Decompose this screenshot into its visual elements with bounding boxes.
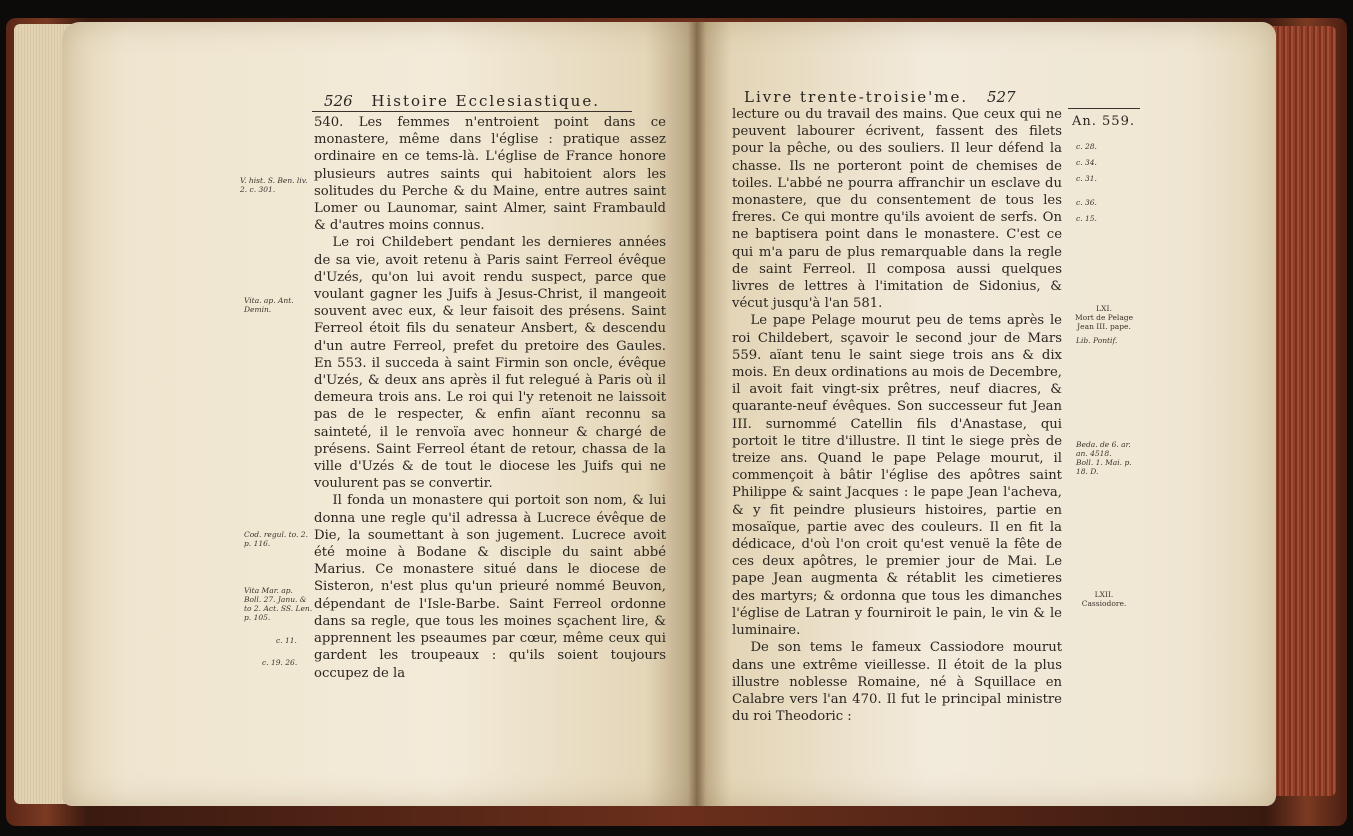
- page-edges-right: [1270, 26, 1336, 796]
- margin-note: c. 31.: [1076, 174, 1097, 183]
- left-page-header: [312, 92, 600, 110]
- left-running-title: Histoire Ecclesiastique.: [371, 92, 600, 110]
- paragraph: De son tems le fameux Cassiodore mourut dans une extrême vieillesse. Il étoit de la plus illustre noblesse Romaine, né à Squillace en Calabre vers l'an 470. Il fut le principal ministre du roi Theodoric :: [732, 640, 1062, 725]
- paragraph: lecture ou du travail des mains. Que ceux qui ne peuvent labourer écrivent, fassent des filets pour la pêche, ou des souliers. Il leur défend la chasse. Ils ne porteront point de chemises de toiles. L'abbé ne pourra affranchir un esclave du monastere, que du consentement de tous les freres. Ce qui montre qu'ils avoient de serfs. On ne baptisera point dans le monastere. C'est ce qui m'a paru de plus remarquable dans la regle de saint Ferreol. Il composa aussi quelques livres de lettres à l'imitation de Sidonius, & vécut jusqu'à l'an 581.: [732, 107, 1062, 312]
- margin-note: c. 11.: [276, 636, 297, 645]
- margin-note: V. hist. S. Ben. liv. 2. c. 301.: [240, 176, 308, 194]
- left-page-number: 526: [324, 92, 353, 110]
- left-page-body: [314, 114, 666, 682]
- margin-note: c. 28.: [1076, 142, 1097, 151]
- right-page-number: 527: [986, 88, 1016, 106]
- margin-note: c. 34.: [1076, 158, 1097, 167]
- margin-note: Cod. regul. to. 2. p. 116.: [244, 530, 308, 548]
- margin-note: Vita. ap. Ant. Demin.: [244, 296, 294, 314]
- right-header-rule: [1068, 108, 1140, 109]
- margin-note: Beda. de 6. ar. an. 4518. Boll. 1. Mai. p. 18. D.: [1076, 440, 1132, 476]
- right-running-title: Livre trente-troisie'me.: [744, 88, 969, 106]
- right-page-header: [744, 88, 1028, 106]
- paragraph: Le roi Childebert pendant les dernieres années de sa vie, avoit retenu à Paris saint Ferreol évêque d'Uzés, qu'on lui avoit rendu suspect, parce que voulant gagner les Juifs à Jesus-Christ, il mangeoit souvent avec eux, & leur faisoit des présens. Saint Ferreol étoit fils du senateur Ansbert, & descendu d'un autre Ferreol, prefet du pretoire des Gaules. En 553. il succeda à saint Firmin son oncle, évêque d'Uzés, & deux ans après il fut relegué à Paris où il demeura trois ans. Le roi qui l'y retenoit ne laissoit pas de le respecter, & enfin aïant reconnu sa sainteté, il le renvoïa avec honneur & chargé de présens. Saint Ferreol étant de retour, chassa de la ville d'Uzés & de tout le diocese les Juifs qui ne voulurent pas se convertir.: [314, 235, 666, 492]
- paragraph: Il fonda un monastere qui portoit son nom, & lui donna une regle qu'il adressa à Lucrece évêque de Die, la soumettant à son jugement. Lucrece avoit été moine à Bodane & disciple du saint abbé Marius. Ce monastere situé dans le diocese de Sisteron, n'est plus qu'un prieuré nommé Beuvon, dépendant de l'Isle-Barbe. Saint Ferreol ordonne dans sa regle, que tous les moines sçachent lire, & apprennent les pseaumes par cœur, même ceux qui gardent les troupeaux : qu'ils soient toujours occupez de la: [314, 493, 666, 681]
- margin-note: LXII. Cassiodore.: [1081, 590, 1127, 608]
- left-header-rule: [312, 111, 632, 112]
- paragraph: Le pape Pelage mourut peu de tems après le roi Childebert, sçavoir le second jour de Mars 559. aïant tenu le saint siege trois ans & dix mois. En deux ordinations au mois de Decembre, il avoit fait vingt-six prêtres, neuf diacres, & quarante-neuf évêques. Son successeur fut Jean III. surnommé Catellin fils d'Anastase, qui portoit le titre d'illustre. Il tint le siege près de treize ans. Quand le pape Pelage mourut, il commençoit à bâtir l'église des apôtres saint Philippe & saint Jacques : le pape Jean l'acheva, & y fit peindre plusieurs histoires, partie en mosaïque, partie avec des couleurs. Il en fit la dédicace, d'où l'on croit qu'est venuë la fête de ces deux apôtres, le premier jour de Mai. Le pape Jean augmenta & rétablit les cimetieres des martyrs; & ordonna que tous les dimanches l'église de Latran y fourniroit le pain, le vin & le luminaire.: [732, 313, 1062, 639]
- margin-note: c. 36.: [1076, 198, 1097, 207]
- margin-note: c. 19. 26.: [262, 658, 298, 667]
- margin-note: Lib. Pontif.: [1076, 336, 1118, 345]
- margin-note: LXI. Mort de Pelage Jean III. pape.: [1074, 304, 1134, 331]
- year-marker: An. 559.: [1072, 114, 1135, 129]
- book-gutter: [688, 22, 706, 806]
- right-page-body: [732, 106, 1062, 725]
- margin-note: c. 15.: [1076, 214, 1097, 223]
- paragraph: 540. Les femmes n'entroient point dans ce monastere, même dans l'église : pratique assez ordinaire en ce tems-là. L'église de France honore plusieurs autres saints qui habitoient alors les solitudes du Perche & du Maine, entre autres saint Lomer ou Launomar, saint Almer, saint Frambauld & d'autres moins connus.: [314, 115, 666, 234]
- margin-note: Vita Mar. ap. Boll. 27. Janu. & to 2. Act. SS. Len. p. 105.: [244, 586, 313, 622]
